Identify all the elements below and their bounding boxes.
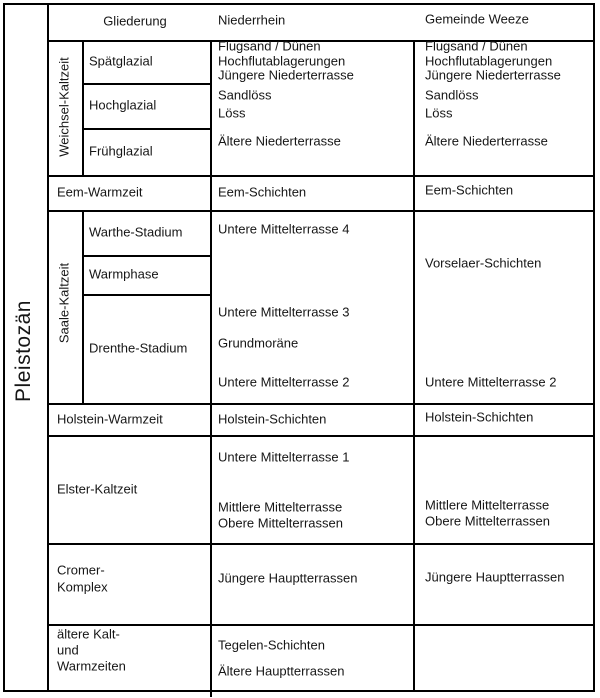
stage-label-spaetglazial: Spätglazial xyxy=(89,53,153,69)
aeltere-niederrhein-entry: Ältere Hauptterrassen xyxy=(218,663,345,679)
weichsel-niederrhein-entry: Sandlöss xyxy=(218,87,272,103)
elster-weeze-entry: Mittlere Mittelterrasse xyxy=(425,497,550,513)
eem-weeze-entry: Eem-Schichten xyxy=(425,182,514,198)
border-bottom xyxy=(3,690,595,692)
saale-niederrhein-entry: Untere Mittelterrasse 4 xyxy=(218,221,350,237)
weichsel-niederrhein-entry: Löss xyxy=(218,105,246,121)
stage-label-warthe: Warthe-Stadium xyxy=(89,224,183,240)
weichsel-weeze-entry: Hochflutablagerungen xyxy=(425,53,553,69)
column-header-gliederung: Gliederung xyxy=(103,13,167,29)
epoch-label-saale: Saale-Kaltzeit xyxy=(56,262,72,344)
period-label-elster: Elster-Kaltzeit xyxy=(57,481,138,497)
cromer-bottom-line xyxy=(47,624,595,626)
eem-bottom-line xyxy=(47,210,595,212)
border-era-column-right xyxy=(47,3,49,692)
weichsel-weeze-entry: Flugsand / Dünen xyxy=(425,38,528,54)
saale-weeze-entry: Vorselaer-Schichten xyxy=(425,255,542,271)
divider-niederrhein-weeze xyxy=(413,40,415,692)
period-label-aeltere-line: und xyxy=(57,642,79,658)
saale-niederrhein-entry: Untere Mittelterrasse 2 xyxy=(218,374,350,390)
cromer-niederrhein-entry: Jüngere Hauptterrassen xyxy=(218,570,358,586)
period-label-holstein: Holstein-Warmzeit xyxy=(57,411,163,427)
divider-stage-niederrhein xyxy=(210,40,212,697)
saale-weeze-entry: Untere Mittelterrasse 2 xyxy=(425,374,557,390)
column-header-niederrhein: Niederrhein xyxy=(218,12,286,28)
divider-weichsel-epoch-stage xyxy=(82,40,84,177)
weichsel-niederrhein-entry: Ältere Niederterrasse xyxy=(218,133,341,149)
spaetglazial-bottom-line xyxy=(82,83,212,85)
epoch-label-weichsel: Weichsel-Kaltzeit xyxy=(56,57,72,157)
cromer-weeze-entry: Jüngere Hauptterrassen xyxy=(425,569,565,585)
weichsel-niederrhein-entry: Flugsand / Dünen xyxy=(218,38,321,54)
elster-weeze-entry: Obere Mittelterrassen xyxy=(425,513,550,529)
weichsel-weeze-entry: Sandlöss xyxy=(425,87,479,103)
eem-niederrhein-entry: Eem-Schichten xyxy=(218,184,307,200)
column-header-gemeinde-weeze: Gemeinde Weeze xyxy=(425,11,529,27)
period-label-cromer-line: Komplex xyxy=(57,579,108,595)
weichsel-niederrhein-entry: Jüngere Niederterrasse xyxy=(218,67,354,83)
weichsel-bottom-line xyxy=(47,175,595,177)
border-top xyxy=(3,3,595,5)
holstein-weeze-entry: Holstein-Schichten xyxy=(425,409,534,425)
elster-niederrhein-entry: Untere Mittelterrasse 1 xyxy=(218,449,350,465)
elster-niederrhein-entry: Obere Mittelterrassen xyxy=(218,515,343,531)
period-label-aeltere-line: ältere Kalt- xyxy=(57,626,120,642)
stage-label-fruehglazial: Frühglazial xyxy=(89,143,153,159)
stage-label-warmphase: Warmphase xyxy=(89,266,159,282)
stage-label-drenthe: Drenthe-Stadium xyxy=(89,340,188,356)
holstein-niederrhein-entry: Holstein-Schichten xyxy=(218,411,327,427)
elster-niederrhein-entry: Mittlere Mittelterrasse xyxy=(218,499,343,515)
weichsel-weeze-entry: Löss xyxy=(425,105,453,121)
era-label: Pleistozän xyxy=(12,300,35,402)
saale-niederrhein-entry: Untere Mittelterrasse 3 xyxy=(218,304,350,320)
warthe-bottom-line xyxy=(82,255,212,257)
border-left-outer xyxy=(3,3,5,692)
aeltere-niederrhein-entry: Tegelen-Schichten xyxy=(218,637,325,653)
period-label-aeltere-line: Warmzeiten xyxy=(57,658,126,674)
hochglazial-bottom-line xyxy=(82,128,212,130)
holstein-bottom-line xyxy=(47,435,595,437)
warmphase-bottom-line xyxy=(82,294,212,296)
saale-bottom-line xyxy=(47,403,595,405)
period-label-eem: Eem-Warmzeit xyxy=(57,184,143,200)
saale-niederrhein-entry: Grundmoräne xyxy=(218,335,299,351)
weichsel-weeze-entry: Jüngere Niederterrasse xyxy=(425,67,561,83)
divider-saale-epoch-stage xyxy=(82,210,84,405)
weichsel-niederrhein-entry: Hochflutablagerungen xyxy=(218,53,346,69)
weichsel-weeze-entry: Ältere Niederterrasse xyxy=(425,133,548,149)
stage-label-hochglazial: Hochglazial xyxy=(89,97,157,113)
border-right xyxy=(593,3,595,692)
period-label-cromer-line: Cromer- xyxy=(57,562,105,578)
elster-bottom-line xyxy=(47,543,595,545)
